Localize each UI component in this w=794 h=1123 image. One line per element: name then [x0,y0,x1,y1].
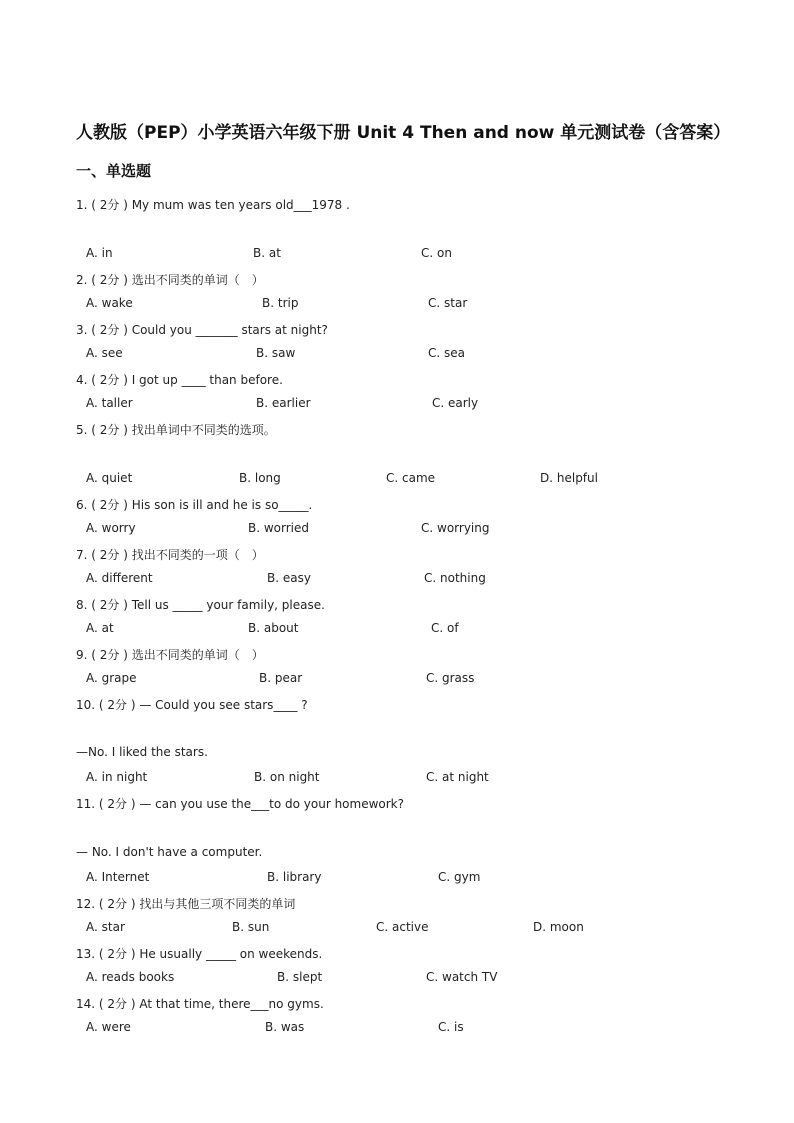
option-a[interactable]: A. taller [86,396,133,410]
option-a[interactable]: A. Internet [86,870,150,884]
page-title: 人教版（PEP）小学英语六年级下册 Unit 4 Then and now 单元测试卷（含答案） [76,123,731,143]
option-b[interactable]: B. worried [248,521,310,535]
section-heading: 一、单选题 [76,162,152,180]
question-stem: 5. ( 2分 ) 找出单词中不同类的选项。 [76,423,276,437]
option-a[interactable]: A. were [86,1020,131,1034]
option-a[interactable]: A. see [86,346,123,360]
option-a[interactable]: A. grape [86,671,137,685]
option-c[interactable]: C. gym [438,870,481,884]
option-c[interactable]: C. came [386,471,436,485]
question-stem: 8. ( 2分 ) Tell us _____ your family, please. [76,598,325,612]
option-b[interactable]: B. easy [267,571,311,585]
option-b[interactable]: B. at [253,246,281,260]
option-a[interactable]: A. in [86,246,113,260]
dialogue-line: — No. I don't have a computer. [76,845,263,859]
option-c[interactable]: C. at night [426,770,489,784]
option-b[interactable]: B. sun [232,920,270,934]
question-stem: 9. ( 2分 ) 选出不同类的单词（ ） [76,648,264,662]
option-c[interactable]: C. grass [426,671,475,685]
option-c[interactable]: C. star [428,296,468,310]
option-b[interactable]: B. was [265,1020,305,1034]
option-c[interactable]: C. on [421,246,452,260]
question-stem: 14. ( 2分 ) At that time, there___no gyms. [76,997,324,1011]
question-stem: 12. ( 2分 ) 找出与其他三项不同类的单词 [76,897,296,911]
option-a[interactable]: A. star [86,920,125,934]
option-c[interactable]: C. sea [428,346,465,360]
option-b[interactable]: B. pear [259,671,303,685]
option-c[interactable]: C. of [431,621,459,635]
option-b[interactable]: B. library [267,870,322,884]
option-c[interactable]: C. active [376,920,429,934]
option-a[interactable]: A. different [86,571,153,585]
option-b[interactable]: B. saw [256,346,296,360]
option-a[interactable]: A. at [86,621,114,635]
option-d[interactable]: D. helpful [540,471,598,485]
option-a[interactable]: A. quiet [86,471,133,485]
option-d[interactable]: D. moon [533,920,584,934]
option-a[interactable]: A. worry [86,521,136,535]
question-stem: 6. ( 2分 ) His son is ill and he is so_____. [76,498,313,512]
question-stem: 11. ( 2分 ) — can you use the___to do your homework? [76,797,404,811]
question-stem: 13. ( 2分 ) He usually _____ on weekends. [76,947,323,961]
option-b[interactable]: B. about [248,621,299,635]
dialogue-line: —No. I liked the stars. [76,745,208,759]
option-b[interactable]: B. earlier [256,396,311,410]
question-stem: 3. ( 2分 ) Could you _______ stars at night? [76,323,328,337]
option-c[interactable]: C. worrying [421,521,490,535]
question-stem: 7. ( 2分 ) 找出不同类的一项（ ） [76,548,264,562]
question-stem: 10. ( 2分 ) — Could you see stars____ ? [76,698,308,712]
option-b[interactable]: B. long [239,471,281,485]
option-a[interactable]: A. wake [86,296,133,310]
option-c[interactable]: C. watch TV [426,970,498,984]
option-a[interactable]: A. reads books [86,970,175,984]
option-c[interactable]: C. early [432,396,479,410]
question-stem: 1. ( 2分 ) My mum was ten years old___1978 . [76,198,350,212]
option-c[interactable]: C. is [438,1020,464,1034]
option-a[interactable]: A. in night [86,770,148,784]
option-b[interactable]: B. on night [254,770,320,784]
option-c[interactable]: C. nothing [424,571,486,585]
question-stem: 2. ( 2分 ) 选出不同类的单词（ ） [76,273,264,287]
question-stem: 4. ( 2分 ) I got up ____ than before. [76,373,283,387]
option-b[interactable]: B. slept [277,970,323,984]
option-b[interactable]: B. trip [262,296,299,310]
